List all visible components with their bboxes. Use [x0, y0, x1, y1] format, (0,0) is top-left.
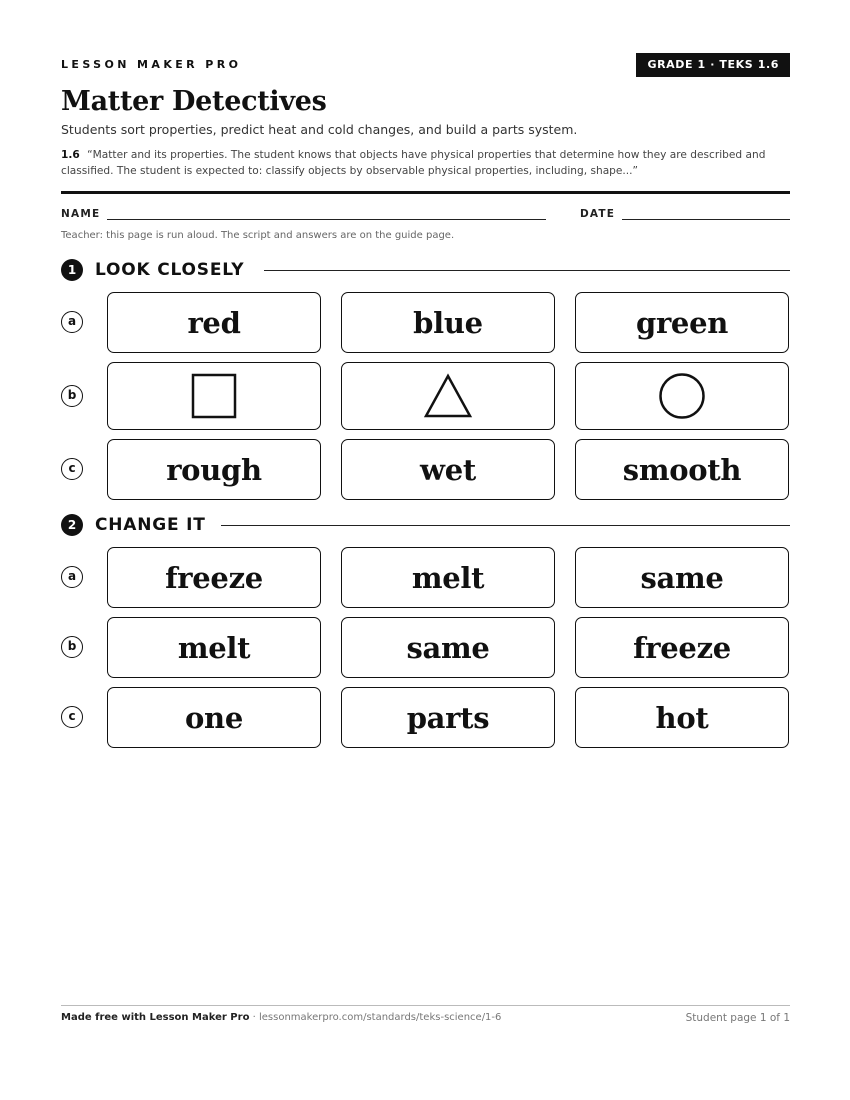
card-word: wet — [420, 452, 476, 487]
card-word: melt — [177, 630, 251, 665]
footer-made-with: Made free with Lesson Maker Pro — [61, 1012, 250, 1023]
row-1a — [61, 292, 790, 353]
answer-card[interactable] — [341, 547, 555, 608]
answer-card[interactable] — [107, 547, 321, 608]
name-label: NAME — [61, 208, 101, 220]
section-look-closely — [61, 259, 790, 281]
triangle-icon — [423, 373, 473, 419]
answer-card[interactable] — [575, 439, 789, 500]
row-2b — [61, 617, 790, 678]
row-letter: b — [61, 385, 83, 407]
section-title: CHANGE IT — [95, 515, 206, 535]
answer-card[interactable] — [575, 292, 789, 353]
row-2c — [61, 687, 790, 748]
square-icon — [191, 373, 237, 419]
answer-card[interactable] — [341, 687, 555, 748]
date-label: DATE — [580, 208, 616, 220]
answer-card[interactable] — [107, 687, 321, 748]
row-letter: c — [61, 706, 83, 728]
section-number: 2 — [61, 514, 83, 536]
section-divider — [264, 270, 790, 271]
card-word: green — [635, 305, 729, 340]
section-title: LOOK CLOSELY — [95, 260, 245, 280]
footer-separator: · — [249, 1012, 259, 1023]
card-word: smooth — [622, 452, 742, 487]
circle-icon — [658, 372, 706, 420]
card-word: rough — [166, 452, 262, 487]
section-change-it — [61, 514, 790, 536]
card-word: parts — [406, 700, 490, 735]
card-word: same — [406, 630, 490, 665]
grade-badge: GRADE 1 · TEKS 1.6 — [636, 53, 790, 77]
answer-card[interactable] — [341, 439, 555, 500]
answer-card[interactable] — [107, 292, 321, 353]
card-word: same — [640, 560, 724, 595]
worksheet-page — [61, 0, 790, 1100]
card-word: hot — [655, 700, 709, 735]
answer-card[interactable] — [575, 547, 789, 608]
row-letter: a — [61, 311, 83, 333]
footer-url[interactable]: lessonmakerpro.com/standards/teks-science/1-6 — [258, 1012, 502, 1023]
answer-card[interactable] — [575, 362, 789, 430]
row-1c — [61, 439, 790, 500]
row-1b — [61, 362, 790, 430]
teacher-note: Teacher: this page is run aloud. The script and answers are on the guide page. — [61, 230, 455, 241]
answer-card[interactable] — [575, 687, 789, 748]
standard-text — [61, 147, 790, 179]
row-letter: a — [61, 566, 83, 588]
row-letter: c — [61, 458, 83, 480]
answer-card[interactable] — [107, 362, 321, 430]
footer-page-number: Student page 1 of 1 — [685, 1012, 790, 1024]
name-field[interactable] — [107, 219, 546, 220]
card-word: blue — [413, 305, 483, 340]
header-divider — [61, 191, 790, 194]
standard-quote: “Matter and its properties. The student knows that objects have physical properties that determine how they are described and classified. The student is expected to: classify objects by observable physical properties, including, shape...” — [61, 149, 766, 177]
footer-credit — [61, 1012, 501, 1023]
row-letter: b — [61, 636, 83, 658]
card-word: melt — [411, 560, 485, 595]
answer-card[interactable] — [107, 439, 321, 500]
page-title: Matter Detectives — [61, 86, 327, 117]
section-number: 1 — [61, 259, 83, 281]
answer-card[interactable] — [107, 617, 321, 678]
section-divider — [221, 525, 790, 526]
answer-card[interactable] — [341, 292, 555, 353]
brand-name: LESSON MAKER PRO — [61, 58, 242, 71]
card-word: freeze — [165, 560, 263, 595]
card-word: one — [185, 700, 243, 735]
date-field[interactable] — [622, 219, 790, 220]
page-subtitle: Students sort properties, predict heat and cold changes, and build a parts system. — [61, 122, 578, 137]
answer-card[interactable] — [575, 617, 789, 678]
standard-code: 1.6 — [61, 149, 80, 161]
footer-divider — [61, 1005, 790, 1006]
card-word: red — [187, 305, 241, 340]
answer-card[interactable] — [341, 617, 555, 678]
card-word: freeze — [633, 630, 731, 665]
row-2a — [61, 547, 790, 608]
answer-card[interactable] — [341, 362, 555, 430]
